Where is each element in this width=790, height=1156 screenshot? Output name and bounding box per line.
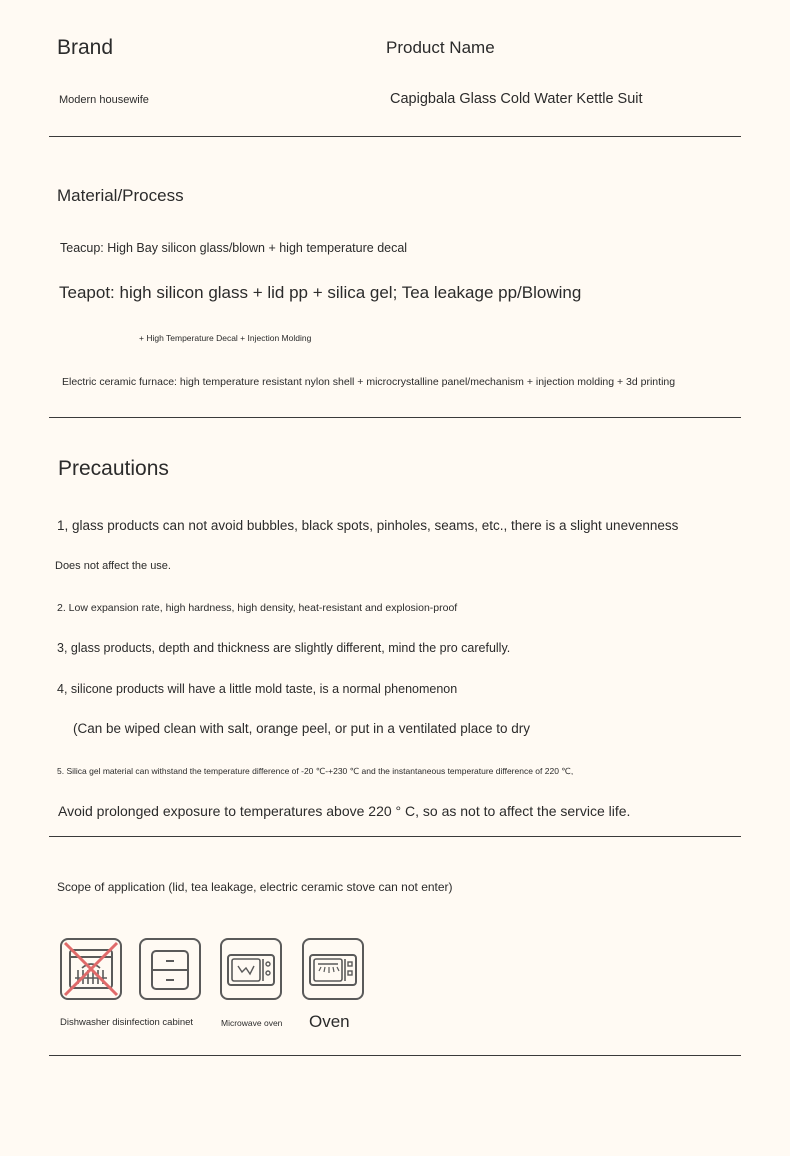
divider	[49, 1055, 741, 1056]
material-line-teapot-cont: + High Temperature Decal + Injection Molding	[139, 333, 312, 343]
precaution-line: 1, glass products can not avoid bubbles, black spots, pinholes, seams, etc., there is a slight unevenness	[57, 518, 679, 533]
brand-value: Modern housewife	[59, 94, 149, 106]
microwave-icon	[220, 938, 282, 1000]
material-line-furnace: Electric ceramic furnace: high temperature resistant nylon shell + microcrystalline panel/mechanism + injection molding + 3d printing	[62, 376, 676, 388]
precaution-line: (Can be wiped clean with salt, orange peel, or put in a ventilated place to dry	[73, 721, 531, 736]
label-oven: Oven	[309, 1012, 350, 1031]
divider	[49, 417, 741, 418]
precautions-heading: Precautions	[58, 457, 169, 480]
material-line-teapot: Teapot: high silicon glass + lid pp + silica gel; Tea leakage pp/Blowing	[59, 283, 582, 302]
product-name-value: Capigbala Glass Cold Water Kettle Suit	[390, 91, 643, 107]
material-line-teacup: Teacup: High Bay silicon glass/blown + high temperature decal	[60, 241, 408, 255]
oven-icon	[302, 938, 364, 1000]
precaution-line: 3, glass products, depth and thickness are slightly different, mind the pro carefully.	[57, 641, 511, 655]
precaution-line: Does not affect the use.	[55, 560, 171, 572]
label-microwave-oven: Microwave oven	[221, 1018, 283, 1028]
disinfection-cabinet-icon	[139, 938, 201, 1000]
divider	[49, 136, 741, 137]
product-name-heading: Product Name	[386, 38, 495, 57]
label-dishwasher-disinfection-cabinet: Dishwasher disinfection cabinet	[60, 1017, 194, 1028]
precaution-line: Avoid prolonged exposure to temperatures above 220 ° C, so as not to affect the service life.	[58, 803, 631, 819]
scope-heading: Scope of application (lid, tea leakage, electric ceramic stove can not enter)	[57, 880, 453, 894]
dishwasher-icon	[60, 938, 122, 1000]
brand-heading: Brand	[57, 36, 114, 59]
material-heading: Material/Process	[57, 186, 184, 205]
precaution-line: 2. Low expansion rate, high hardness, high density, heat-resistant and explosion-proof	[57, 602, 458, 614]
precaution-line: 5. Silica gel material can withstand the temperature difference of -20 ℃-+230 ℃ and the instantaneous temperature difference of 220 ℃,	[57, 766, 574, 776]
precaution-line: 4, silicone products will have a little mold taste, is a normal phenomenon	[57, 682, 458, 696]
divider	[49, 836, 741, 837]
